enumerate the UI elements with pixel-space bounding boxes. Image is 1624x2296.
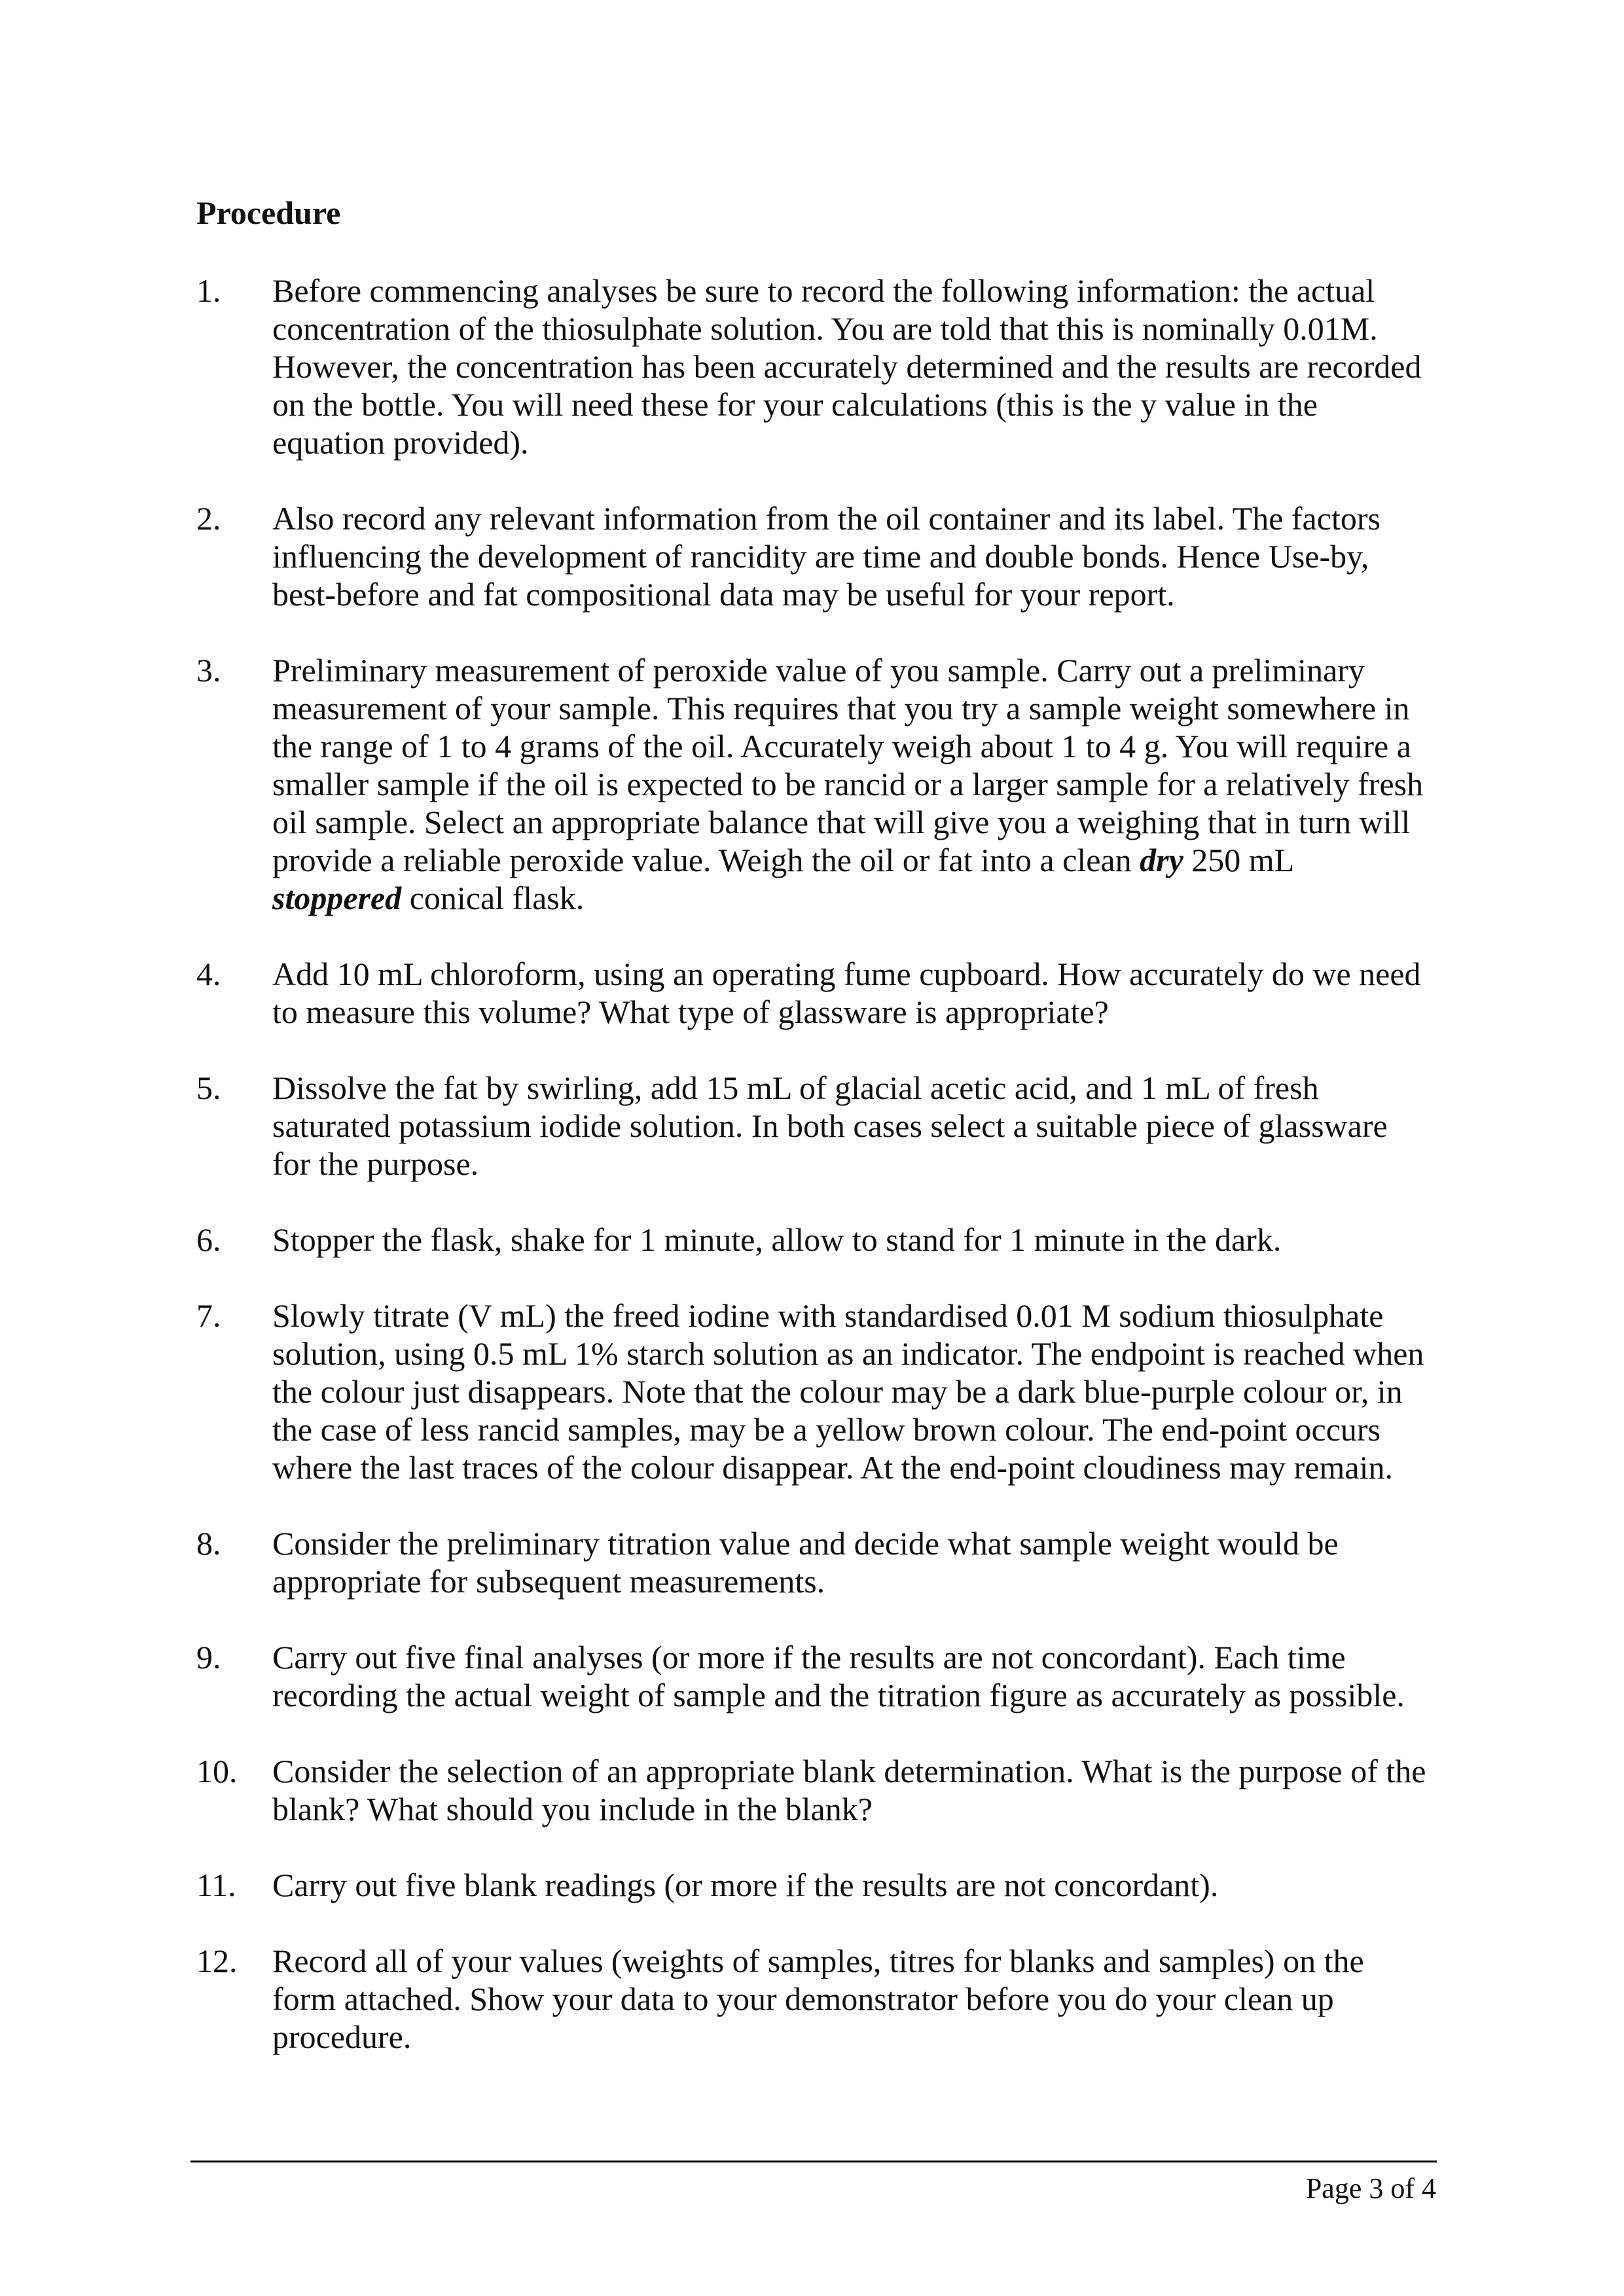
text-line: Record all of your values (weights of samples, titres for blanks and samples) on the bbox=[272, 1943, 1364, 1979]
step-text bbox=[272, 1297, 1440, 1486]
text-line: oil sample. Select an appropriate balance that will give you a weighing that in turn will bbox=[272, 804, 1411, 840]
step-text bbox=[272, 1221, 1440, 1259]
procedure-step bbox=[196, 1752, 1440, 1828]
text-line: Stopper the flask, shake for 1 minute, allow to stand for 1 minute in the dark. bbox=[272, 1221, 1282, 1258]
procedure-step bbox=[196, 1069, 1440, 1183]
step-number: 7. bbox=[196, 1297, 221, 1334]
step-number: 3. bbox=[196, 652, 221, 689]
text-line: measurement of your sample. This requires that you try a sample weight somewhere in bbox=[272, 690, 1410, 726]
text-line: best-before and fat compositional data may be useful for your report. bbox=[272, 576, 1175, 613]
page-number: Page 3 of 4 bbox=[1305, 2172, 1436, 2204]
step-number: 2. bbox=[196, 500, 221, 537]
step-number: 8. bbox=[196, 1525, 221, 1562]
step-number: 10. bbox=[196, 1753, 238, 1789]
text-line: appropriate for subsequent measurements. bbox=[272, 1563, 825, 1600]
text-line: the colour just disappears. Note that the colour may be a dark blue-purple colour or, in bbox=[272, 1373, 1403, 1410]
text-line: influencing the development of rancidity are time and double bonds. Hence Use-by, bbox=[272, 538, 1369, 575]
text-line: saturated potassium iodide solution. In both cases select a suitable piece of glassware bbox=[272, 1107, 1388, 1144]
text-run: provide a reliable peroxide value. Weigh the oil or fat into a clean bbox=[272, 842, 1140, 878]
text-line: Preliminary measurement of peroxide value of you sample. Carry out a preliminary bbox=[272, 652, 1365, 689]
step-text bbox=[272, 1942, 1440, 2056]
text-line: Also record any relevant information from the oil container and its label. The factors bbox=[272, 500, 1380, 537]
text-line: procedure. bbox=[272, 2018, 412, 2055]
text-line: Carry out five final analyses (or more if the results are not concordant). Each time bbox=[272, 1639, 1346, 1676]
procedure-step bbox=[196, 1221, 1440, 1259]
procedure-step bbox=[196, 499, 1440, 613]
step-text bbox=[272, 1866, 1440, 1904]
step-text bbox=[272, 272, 1440, 461]
procedure-step bbox=[196, 1942, 1440, 2056]
text-line: concentration of the thiosulphate solution. You are told that this is nominally 0.01M. bbox=[272, 310, 1378, 347]
footer-divider bbox=[190, 2161, 1437, 2162]
text-run: conical flask. bbox=[401, 880, 585, 916]
text-line: Consider the preliminary titration value and decide what sample weight would be bbox=[272, 1525, 1339, 1562]
emphasis-text: stoppered bbox=[272, 880, 402, 916]
procedure-step bbox=[196, 1524, 1440, 1600]
step-text bbox=[272, 1524, 1440, 1600]
text-line: the range of 1 to 4 grams of the oil. Accurately weigh about 1 to 4 g. You will require a bbox=[272, 728, 1411, 764]
text-line: to measure this volume? What type of glassware is appropriate? bbox=[272, 994, 1109, 1030]
step-text bbox=[272, 1752, 1440, 1828]
text-line: on the bottle. You will need these for your calculations (this is the y value in the bbox=[272, 386, 1318, 423]
text-line: Carry out five blank readings (or more if the results are not concordant). bbox=[272, 1867, 1219, 1903]
step-number: 11. bbox=[196, 1867, 236, 1903]
text-line: However, the concentration has been accurately determined and the results are recorded bbox=[272, 348, 1422, 385]
step-number: 1. bbox=[196, 272, 221, 309]
step-number: 6. bbox=[196, 1221, 221, 1258]
text-line: recording the actual weight of sample and the titration figure as accurately as possible. bbox=[272, 1677, 1405, 1713]
text-line: for the purpose. bbox=[272, 1145, 479, 1182]
text-line: blank? What should you include in the blank? bbox=[272, 1791, 873, 1827]
text-line: where the last traces of the colour disappear. At the end-point cloudiness may remain. bbox=[272, 1449, 1393, 1486]
step-text bbox=[272, 955, 1440, 1031]
text-run: 250 mL bbox=[1183, 842, 1295, 878]
procedure-step bbox=[196, 1866, 1440, 1904]
procedure-step bbox=[196, 1297, 1440, 1486]
procedure-step bbox=[196, 272, 1440, 461]
step-number: 5. bbox=[196, 1069, 221, 1106]
procedure-step bbox=[196, 955, 1440, 1031]
step-number: 4. bbox=[196, 956, 221, 992]
text-line: form attached. Show your data to your demonstrator before you do your clean up bbox=[272, 1981, 1334, 2017]
procedure-step bbox=[196, 651, 1440, 917]
text-line: Before commencing analyses be sure to record the following information: the actual bbox=[272, 272, 1375, 309]
step-text bbox=[272, 651, 1440, 917]
step-text bbox=[272, 1069, 1440, 1183]
text-line: Add 10 mL chloroform, using an operating fume cupboard. How accurately do we need bbox=[272, 956, 1421, 992]
step-number: 9. bbox=[196, 1639, 221, 1676]
text-line: Consider the selection of an appropriate blank determination. What is the purpose of the bbox=[272, 1753, 1426, 1789]
step-text bbox=[272, 499, 1440, 613]
text-line: Slowly titrate (V mL) the freed iodine with standardised 0.01 M sodium thiosulphate bbox=[272, 1297, 1384, 1334]
emphasis-text: dry bbox=[1140, 842, 1183, 878]
step-text bbox=[272, 1638, 1440, 1714]
text-line bbox=[272, 841, 1440, 879]
step-number: 12. bbox=[196, 1943, 238, 1979]
text-line: the case of less rancid samples, may be a yellow brown colour. The end-point occurs bbox=[272, 1411, 1381, 1448]
section-heading: Procedure bbox=[196, 194, 341, 231]
text-line: Dissolve the fat by swirling, add 15 mL of glacial acetic acid, and 1 mL of fresh bbox=[272, 1069, 1319, 1106]
procedure-list bbox=[196, 272, 1440, 2094]
text-line bbox=[272, 879, 1440, 917]
text-line: smaller sample if the oil is expected to be rancid or a larger sample for a relatively fresh bbox=[272, 766, 1424, 802]
text-line: solution, using 0.5 mL 1% starch solution as an indicator. The endpoint is reached when bbox=[272, 1335, 1424, 1372]
procedure-step bbox=[196, 1638, 1440, 1714]
text-line: equation provided). bbox=[272, 424, 529, 461]
